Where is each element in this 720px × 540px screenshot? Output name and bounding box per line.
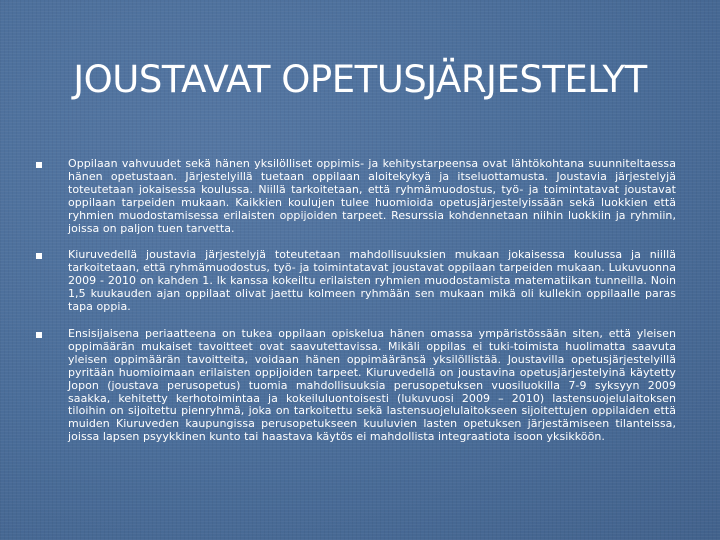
bullet-list [36, 158, 676, 458]
slide-title: JOUSTAVAT OPETUSJÄRJESTELYT [73, 58, 647, 101]
bullet-text: Ensisijaisena periaatteena on tukea oppilaan opiskelua hänen omassa ympäristössään siten, että yleisen oppimäärän mukaiset tavoitteet ovat saavutettavissa. Mikäli oppilas ei tuki-toimista huolimatta saavuta yleisen oppimäärän tavoitteita, voidaan hänen oppimääränsä yksilöllistää. Joustavilla opetusjärjestelyillä pyritään huomioimaan erilaisten oppijoiden tarpeet. Kiuruvedellä on joustavina opetusjärjestelyinä käytetty Jopon (joustava perusopetus) tuomia mahdollisuuksia perusopetuksen vuosiluokilla 7-9 syksyyn 2009 saakka, kehitetty kerhotoimintaa ja kokeiluluontoisesti (lukuvuosi 2009 – 2010) lastensuojelulaitoksen tiloihin on sijoitettu pienryhmä, joka on tarkoitettu sekä lastensuojelulaitokseen sijoitettujen oppilaiden että muiden Kiuruveden kaupungissa perusopetukseen kuuluvien lasten opetuksen järjestämiseen tilanteissa, joissa lapsen psyykkinen kunto tai haastava käytös ei mahdollista integraatiota isoon yksikköön. [68, 326, 676, 444]
square-bullet-icon [36, 162, 42, 168]
square-bullet-icon [36, 253, 42, 259]
square-bullet-icon [36, 332, 42, 338]
list-item [36, 328, 676, 444]
list-item [36, 158, 676, 235]
list-item [36, 249, 676, 314]
bullet-text: Oppilaan vahvuudet sekä hänen yksilölliset oppimis- ja kehitystarpeensa ovat lähtökohtana suunniteltaessa hänen opetustaan. Järjestelyillä tuetaan oppilaan aloitekykyä ja itseluottamusta. Joustavia järjestelyjä toteutetaan jokaisessa koulussa. Niillä tarkoitetaan, että ryhmämuodostus, työ- ja toimintatavat joustavat oppilaan tarpeiden mukaan. Kaikkien koulujen tulee huomioida opetusjärjestelyissään sekä luokkien että ryhmien muodostamisessa erilaisten oppijoiden tarpeet. Resurssia kohdennetaan niihin luokkiin ja ryhmiin, joissa on paljon tuen tarvetta. [68, 157, 676, 235]
bullet-text: Kiuruvedellä joustavia järjestelyjä toteutetaan mahdollisuuksien mukaan jokaisessa koulussa ja niillä tarkoitetaan, että ryhmämuodostus, työ- ja toimintatavat joustavat oppilaan tarpeiden mukaan. Lukuvuonna 2009 - 2010 on kahden 1. lk kanssa kokeiltu erilaisten ryhmien muodostamista matematiikan tunneilla. Noin 1,5 kuukauden ajan oppilaat olivat jaettu kolmeen ryhmään sen mukaan mikä oli kullekin oppilaalle paras tapa oppia. [68, 248, 676, 314]
